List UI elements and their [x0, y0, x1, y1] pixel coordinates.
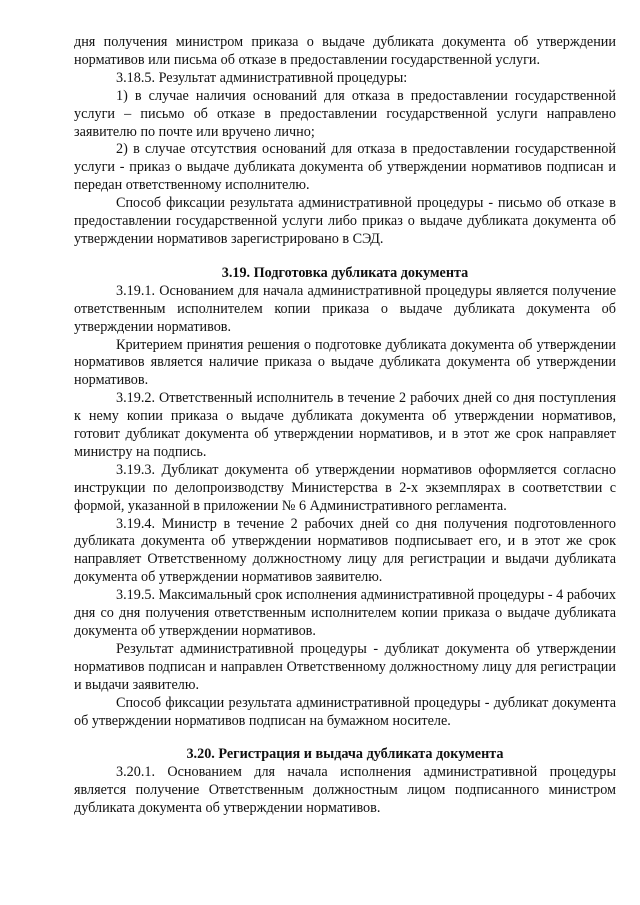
criterion-paragraph: Критерием принятия решения о подготовке дубликата документа об утверждении нормативов является наличие приказа о выдаче дубликата документа об утверждении нормативов.	[74, 336, 616, 389]
result-paragraph: Результат административной процедуры - дубликат документа об утверждении нормативов подписан и направлен Ответственному должностному лицу для регистрации и выдачи заявителю.	[74, 640, 616, 693]
paragraph-3-19-2: 3.19.2. Ответственный исполнитель в течение 2 рабочих дней со дня поступления к нему копии приказа о выдаче дубликата документа об утверждении нормативов, готовит дубликат документа об утверждении нормативов, и в этот же срок направляет министру на подпись.	[74, 390, 616, 460]
section-heading-3-20: 3.20. Регистрация и выдача дубликата документа	[186, 746, 504, 763]
paragraph-3-18-5: 3.18.5. Результат административной процедуры:	[116, 69, 408, 86]
fixation-method-paragraph-3-19: Способ фиксации результата административной процедуры - дубликат документа об утверждении нормативов подписан на бумажном носителе.	[74, 694, 616, 729]
document-page	[74, 34, 616, 818]
list-item-1: 1) в случае наличия оснований для отказа в предоставлении государственной услуги – письмо об отказе в предоставлении государственной услуги направлено заявителю по почте или вручено лично;	[74, 87, 616, 140]
paragraph-3-19-3: 3.19.3. Дубликат документа об утверждении нормативов оформляется согласно инструкции по делопроизводству Министерства в 2-х экземплярах в соответствии с формой, указанной в приложении № 6 Административного регламента.	[74, 461, 616, 514]
continuation-paragraph: дня получения министром приказа о выдаче дубликата документа об утверждении нормативов или письма об отказе в предоставлении государственной услуги.	[74, 34, 616, 68]
fixation-method-paragraph: Способ фиксации результата административной процедуры - письмо об отказе в предоставлении государственной услуги либо приказ о выдаче дубликата документа об утверждении нормативов зарегистрировано в СЭД.	[74, 195, 616, 247]
paragraph-3-19-4: 3.19.4. Министр в течение 2 рабочих дней со дня получения подготовленного дубликата документа об утверждении нормативов подписывает его, и в этот же срок направляет Ответственному должностному лицу для регистрации и выдачи дубликата документа об утверждении нормативов заявителю.	[74, 515, 616, 586]
paragraph-3-19-5: 3.19.5. Максимальный срок исполнения административной процедуры - 4 рабочих дня со дня получения ответственным исполнителем копии приказа о выдаче дубликата документа об утверждении нормативов.	[74, 587, 616, 639]
paragraph-3-20-1: 3.20.1. Основанием для начала исполнения административной процедуры является получение Ответственным должностным лицом подписанного министром дубликата документа об утверждении нормативов.	[74, 764, 616, 817]
list-item-2: 2) в случае отсутствия оснований для отказа в предоставлении государственной услуги - приказ о выдаче дубликата документа об утверждении нормативов подписан и передан ответственному исполнителю.	[74, 141, 616, 194]
section-heading-3-19: 3.19. Подготовка дубликата документа	[221, 264, 469, 281]
paragraph-3-19-1: 3.19.1. Основанием для начала административной процедуры является получение ответственным исполнителем копии приказа о выдаче дубликата документа об утверждении нормативов.	[74, 282, 616, 335]
